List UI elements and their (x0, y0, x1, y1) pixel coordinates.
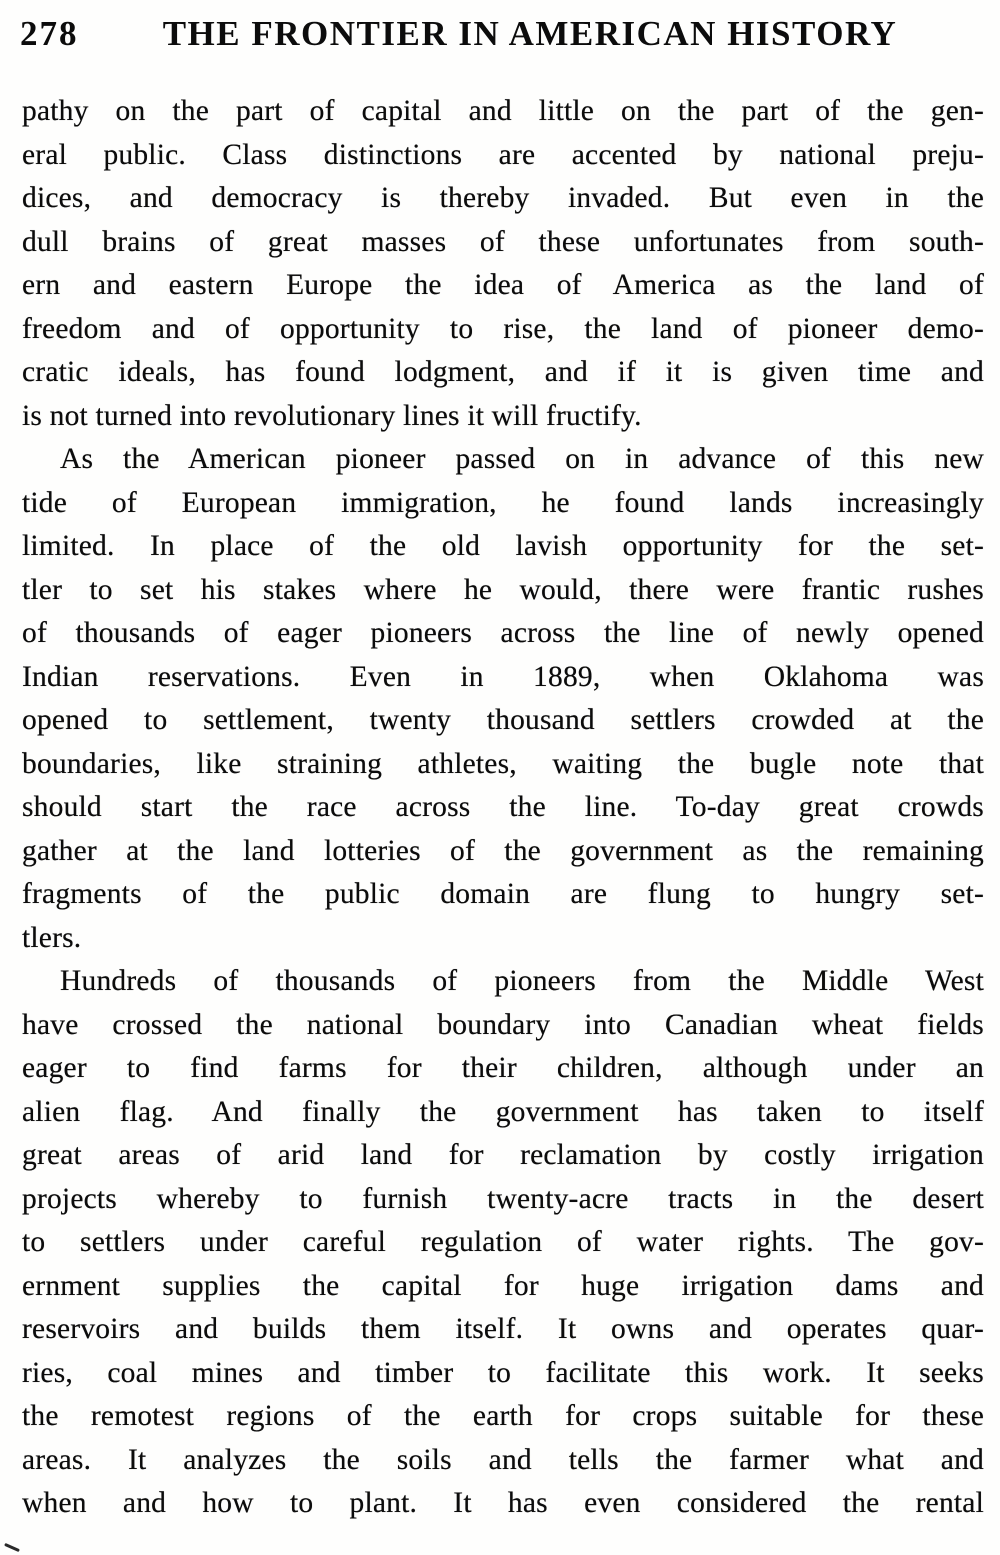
text-line: opened to settlement, twenty thousand settlers crowded at the (22, 704, 984, 736)
text-line: tlers. (22, 921, 82, 954)
text-line: Indian reservations. Even in 1889, when Oklahoma was (22, 660, 984, 693)
text-line: cratic ideals, has found lodgment, and if it is given time and (22, 356, 984, 388)
running-title: THE FRONTIER IN AMERICAN HISTORY (162, 14, 898, 53)
text-line: of thousands of eager pioneers across the line of newly opened (22, 617, 984, 649)
page-header (20, 12, 980, 60)
text-line: eager to find farms for their children, although under an (22, 1052, 984, 1084)
text-line: ern and eastern Europe the idea of America as the land of (22, 269, 984, 301)
text-line: boundaries, like straining athletes, waiting the bugle note that (22, 747, 984, 780)
text-line: is not turned into revolutionary lines it will fructify. (22, 399, 642, 432)
page-body (22, 90, 984, 1526)
text-line: tide of European immigration, he found lands increasingly (22, 486, 984, 519)
text-line: ries, coal mines and timber to facilitate this work. It seeks (22, 1356, 984, 1389)
text-line: ernment supplies the capital for huge irrigation dams and (22, 1269, 984, 1302)
paragraph (22, 960, 984, 1526)
text-line: eral public. Class distinctions are accented by national preju- (22, 138, 984, 171)
text-line: areas. It analyzes the soils and tells the farmer what and (22, 1443, 984, 1476)
text-line: should start the race across the line. To-day great crowds (22, 791, 984, 823)
text-line: fragments of the public domain are flung to hungry set- (22, 878, 984, 910)
text-line: tler to set his stakes where he would, there were frantic rushes (22, 573, 984, 606)
text-line: alien flag. And finally the government has taken to itself (22, 1095, 984, 1128)
text-line: gather at the land lotteries of the government as the remaining (22, 834, 984, 867)
text-line: freedom and of opportunity to rise, the land of pioneer demo- (22, 312, 984, 345)
text-line: the remotest regions of the earth for crops suitable for these (22, 1400, 984, 1432)
paragraph (22, 90, 984, 438)
paragraph (22, 438, 984, 960)
text-line: pathy on the part of capital and little on the part of the gen- (22, 95, 984, 127)
text-line: have crossed the national boundary into Canadian wheat fields (22, 1008, 984, 1041)
text-line: reservoirs and builds them itself. It owns and operates quar- (22, 1313, 984, 1345)
text-line: to settlers under careful regulation of water rights. The gov- (22, 1226, 984, 1258)
text-line: dull brains of great masses of these unfortunates from south- (22, 225, 984, 258)
text-line: great areas of arid land for reclamation by costly irrigation (22, 1139, 984, 1171)
page-number: 278 (20, 14, 79, 53)
text-line: limited. In place of the old lavish opportunity for the set- (22, 530, 984, 562)
text-line: projects whereby to furnish twenty-acre tracts in the desert (22, 1182, 984, 1215)
text-line: when and how to plant. It has even considered the rental (22, 1487, 984, 1519)
text-line: Hundreds of thousands of pioneers from the Middle West (60, 965, 984, 997)
text-line: dices, and democracy is thereby invaded. But even in the (22, 182, 984, 214)
scan-artifact (4, 1543, 20, 1552)
text-line: As the American pioneer passed on in advance of this new (60, 443, 984, 475)
